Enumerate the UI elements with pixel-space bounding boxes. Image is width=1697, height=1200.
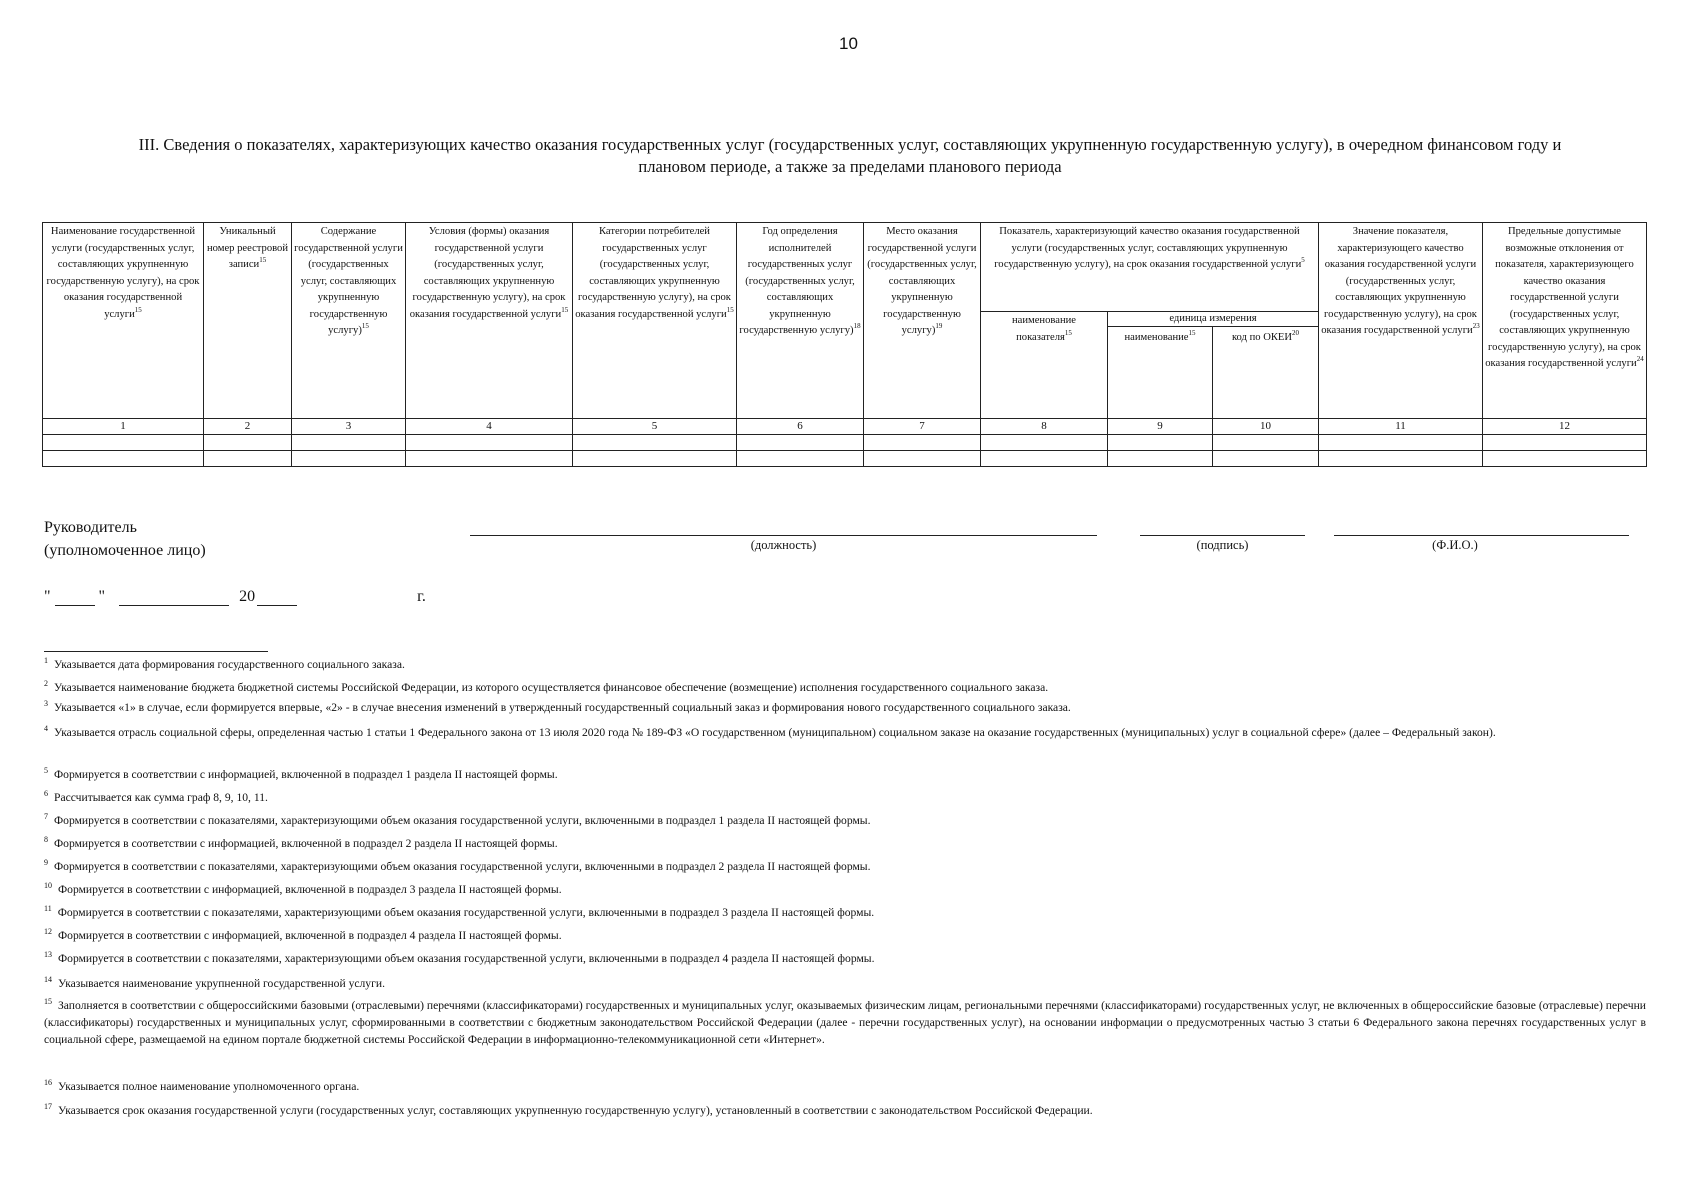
footnote: $^8$ Формируется в соответствии с информацией, включенной в подраздел 2 раздела II настоящей формы.	[44, 835, 558, 850]
year-prefix: 20	[239, 588, 256, 605]
table-cell[interactable]	[204, 451, 292, 467]
column-number: 5	[573, 419, 737, 435]
table-cell[interactable]	[292, 435, 406, 451]
signatory-role	[44, 516, 206, 562]
table-cell[interactable]	[1108, 451, 1213, 467]
column-number: 4	[406, 419, 573, 435]
year-suffix: г.	[417, 588, 426, 605]
table-cell[interactable]	[292, 451, 406, 467]
full-name-caption: (Ф.И.О.)	[1432, 538, 1478, 552]
column-number: 1	[43, 419, 204, 435]
column-number: 9	[1108, 419, 1213, 435]
table-cell[interactable]	[1483, 451, 1647, 467]
header-service-name: Наименование государственной услуги (государственных услуг, составляющих укрупненную государственную услугу), на срок оказания государственной услуги$^{15}$	[43, 223, 204, 419]
date-quote-close: "	[98, 588, 106, 605]
table-cell[interactable]	[737, 435, 864, 451]
page-number: 10	[839, 34, 858, 53]
year-field[interactable]	[257, 587, 297, 606]
header-quality-indicator-group: Показатель, характеризующий качество оказания государственной услуги (государственных услуг, составляющих укрупненную государственную услугу), на срок оказания государственной услуги$^5$	[981, 223, 1319, 312]
section-title-line-1: III. Сведения о показателях, характеризующих качество оказания государственных услуг (государственных услуг, составляющих укрупненную государственную услугу), в очередном финансовом году и	[138, 135, 1562, 154]
footnote: $^6$ Рассчитывается как сумма граф 8, 9, 10, 11.	[44, 789, 268, 804]
full-name-line[interactable]	[1334, 535, 1629, 536]
header-service-content: Содержание государственной услуги (государственных услуг, составляющих укрупненную государственную услугу)$^{15}$	[292, 223, 406, 419]
table-cell[interactable]	[1213, 435, 1319, 451]
footnote: $^2$ Указывается наименование бюджета бюджетной системы Российской Федерации, из которого осуществляется финансовое обеспечение (возмещение) исполнения государственного социального заказа.	[44, 679, 1049, 694]
table-cell[interactable]	[43, 435, 204, 451]
header-unit-group: единица измерения	[1108, 312, 1319, 327]
table-row[interactable]	[43, 435, 1647, 451]
table-cell[interactable]	[981, 435, 1108, 451]
header-indicator-name: наименование показателя$^{15}$	[981, 312, 1108, 419]
table-cell[interactable]	[406, 435, 573, 451]
signature-line[interactable]	[1140, 535, 1305, 536]
header-service-conditions: Условия (формы) оказания государственной услуги (государственных услуг, составляющих укрупненную государственную услугу), на срок оказания государственной услуги$^{15}$	[406, 223, 573, 419]
footnote: $^{10}$ Формируется в соответствии с информацией, включенной в подраздел 3 раздела II настоящей формы.	[44, 881, 562, 896]
column-number-row	[43, 419, 1647, 435]
quality-indicators-table	[42, 222, 1647, 467]
table-cell[interactable]	[406, 451, 573, 467]
date-row	[44, 587, 426, 606]
column-number: 6	[737, 419, 864, 435]
table-cell[interactable]	[43, 451, 204, 467]
day-field[interactable]	[55, 587, 95, 606]
header-executor-year: Год определения исполнителей государственных услуг (государственных услуг, составляющих укрупненную государственную услугу)$^{18}$	[737, 223, 864, 419]
footnote: $^{11}$ Формируется в соответствии с показателями, характеризующими объем оказания государственной услуги, включенными в подраздел 3 раздела II настоящей формы.	[44, 904, 875, 919]
table-cell[interactable]	[573, 435, 737, 451]
position-line[interactable]	[470, 535, 1097, 536]
footnote: $^{12}$ Формируется в соответствии с информацией, включенной в подраздел 4 раздела II настоящей формы.	[44, 927, 562, 942]
footnote: $^{13}$ Формируется в соответствии с показателями, характеризующими объем оказания государственной услуги, включенными в подраздел 4 раздела II настоящей формы.	[44, 950, 875, 965]
month-field[interactable]	[119, 587, 229, 606]
table-cell[interactable]	[573, 451, 737, 467]
footnote: $^{16}$ Указывается полное наименование уполномоченного органа.	[44, 1078, 360, 1093]
date-quote-open: "	[44, 588, 51, 605]
signatory-role-line-1: Руководитель	[44, 519, 137, 536]
footnote: $^{17}$ Указывается срок оказания государственной услуги (государственных услуг, составляющих укрупненную государственную услугу), установленный в соответствии с законодательством Российской Федерации.	[44, 1102, 1093, 1117]
column-number: 8	[981, 419, 1108, 435]
header-okei-code: код по ОКЕИ$^{20}$	[1213, 327, 1319, 419]
footnote: $^9$ Формируется в соответствии с показателями, характеризующими объем оказания государственной услуги, включенными в подраздел 2 раздела II настоящей формы.	[44, 858, 871, 873]
table-cell[interactable]	[1483, 435, 1647, 451]
section-title	[70, 134, 1630, 178]
column-number: 10	[1213, 419, 1319, 435]
table-cell[interactable]	[1319, 451, 1483, 467]
footnote: $^3$ Указывается «1» в случае, если формируется впервые, «2» - в случае внесения изменений в утвержденный государственный социальный заказ и формирования нового государственного социального заказа.	[44, 699, 1071, 714]
footnote: $^7$ Формируется в соответствии с показателями, характеризующими объем оказания государственной услуги, включенными в подраздел 1 раздела II настоящей формы.	[44, 812, 871, 827]
footnote: $^{14}$ Указывается наименование укрупненной государственной услуги.	[44, 975, 385, 990]
table-row[interactable]	[43, 451, 1647, 467]
table-cell[interactable]	[737, 451, 864, 467]
column-number: 12	[1483, 419, 1647, 435]
header-indicator-value: Значение показателя, характеризующего качество оказания государственной услуги (государственных услуг, составляющих укрупненную государственную услугу), на срок оказания государственной услуги$^{23}$	[1319, 223, 1483, 419]
footnote: $^4$ Указывается отрасль социальной сферы, определенная частью 1 статьи 1 Федерального закона от 13 июля 2020 года № 189-ФЗ «О государственном (муниципальном) социальном заказе на оказание государственных (муниципальных) услуг в социальной сфере» (далее – Федеральный закон).	[44, 724, 1496, 739]
table-cell[interactable]	[1108, 435, 1213, 451]
column-number: 7	[864, 419, 981, 435]
signature-caption: (подпись)	[1196, 538, 1249, 552]
header-unit-name: наименование$^{15}$	[1108, 327, 1213, 419]
header-registry-number: Уникальный номер реестровой записи$^{15}$	[204, 223, 292, 419]
footnote: $^5$ Формируется в соответствии с информацией, включенной в подраздел 1 раздела II настоящей формы.	[44, 766, 558, 781]
footnote-separator	[44, 651, 268, 652]
header-allowed-deviations: Предельные допустимые возможные отклонения от показателя, характеризующего качество оказания государственной услуги (государственных услуг, составляющих укрупненную государственную услугу), на срок оказания государственной услуги$^{24}$	[1483, 223, 1647, 419]
header-consumer-categories: Категории потребителей государственных услуг (государственных услуг, составляющих укрупненную государственную услугу), на срок оказания государственной услуги$^{15}$	[573, 223, 737, 419]
column-number: 11	[1319, 419, 1483, 435]
table-cell[interactable]	[1319, 435, 1483, 451]
table-cell[interactable]	[864, 435, 981, 451]
footnote: $^{15}$ Заполняется в соответствии с общероссийскими базовыми (отраслевыми) перечнями (классификаторами) государственных и муниципальных услуг, оказываемых физическим лицам, региональными перечнями (классификаторами) государственных услуг, не включенных в общероссийские базовые (отраслевые) перечни (классификаторы) государственных и муниципальных услуг, сформированными в соответствии с бюджетным законодательством Российской Федерации (далее - перечни государственных услуг), на основании информации о предусмотренных частью 3 статьи 6 Федерального закона перечнях государственных услуг в социальной сфере, размещаемой на едином портале бюджетной системы Российской Федерации в информационно-телекоммуникационной сети «Интернет».	[44, 997, 1646, 1046]
section-title-line-2: плановом периоде, а также за пределами планового периода	[638, 157, 1062, 176]
footnote: $^1$ Указывается дата формирования государственного социального заказа.	[44, 656, 405, 671]
table-cell[interactable]	[1213, 451, 1319, 467]
position-caption: (должность)	[750, 538, 817, 552]
signatory-role-line-2: (уполномоченное лицо)	[44, 542, 206, 559]
table-cell[interactable]	[204, 435, 292, 451]
table-cell[interactable]	[981, 451, 1108, 467]
table-cell[interactable]	[864, 451, 981, 467]
column-number: 2	[204, 419, 292, 435]
column-number: 3	[292, 419, 406, 435]
header-service-place: Место оказания государственной услуги (государственных услуг, составляющих укрупненную государственную услугу)$^{19}$	[864, 223, 981, 419]
